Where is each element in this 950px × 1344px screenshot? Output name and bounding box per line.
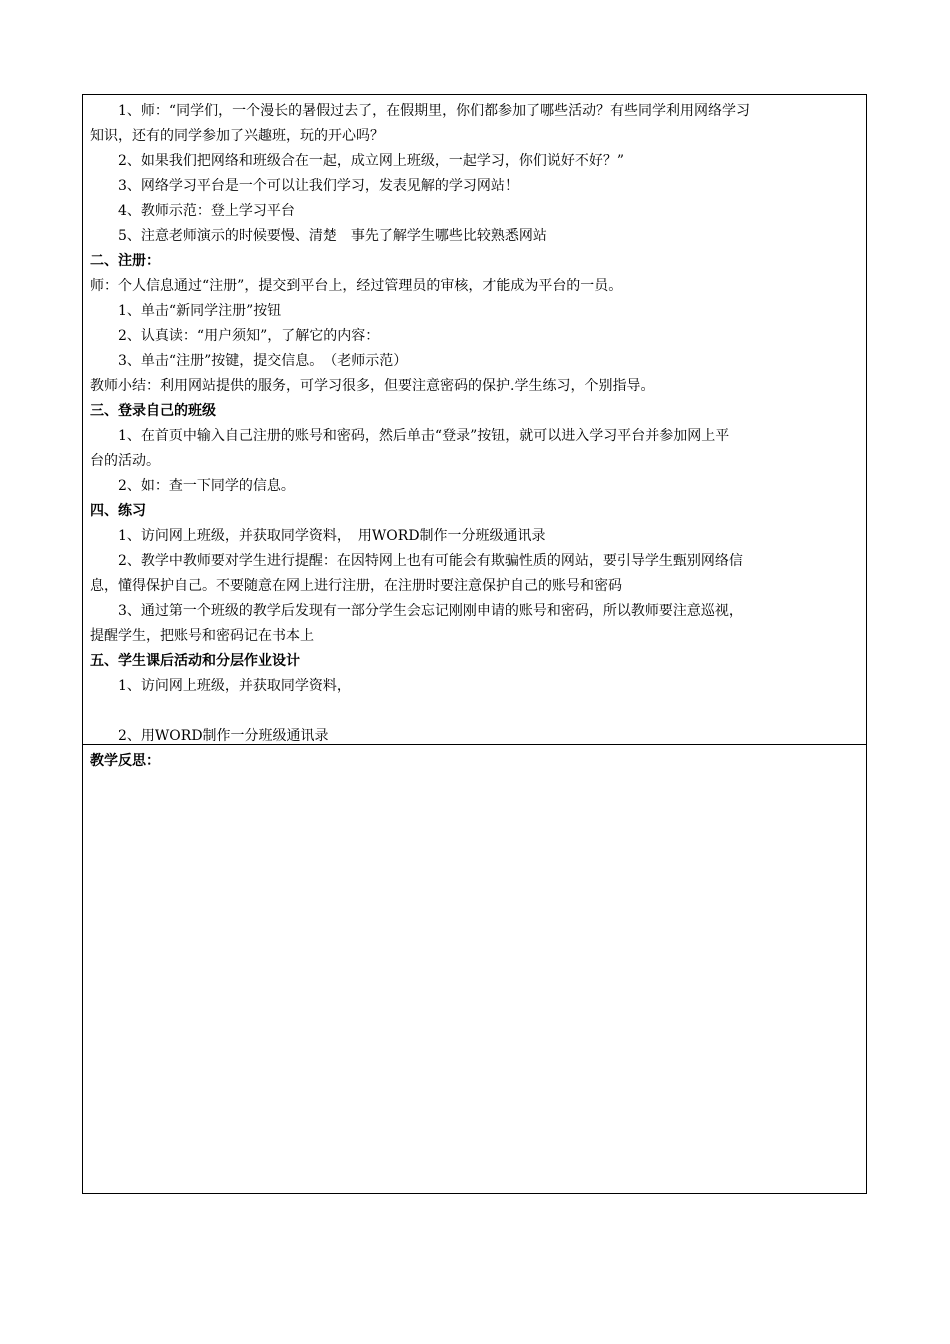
paragraph-line: 3、通过第一个班级的教学后发现有一部分学生会忘记刚刚申请的账号和密码，所以教师要注意巡视， (118, 603, 743, 619)
section-heading: 五、学生课后活动和分层作业设计 (90, 653, 300, 669)
paragraph-line: 台的活动。 (90, 453, 160, 469)
paragraph-line: 3、网络学习平台是一个可以让我们学习，发表见解的学习网站！ (118, 178, 519, 194)
paragraph-line: 1、访问网上班级，并获取同学资料， 用WORD制作一分班级通讯录 (118, 528, 546, 544)
paragraph-line: 师：个人信息通过“注册”，提交到平台上，经过管理员的审核，才能成为平台的一员。 (90, 278, 623, 294)
paragraph-line: 3、单击“注册”按键，提交信息。 （老师示范） (118, 353, 408, 369)
paragraph-line: 2、教学中教师要对学生进行提醒：在因特网上也有可能会有欺骗性质的网站，要引导学生甄别网络信 (118, 553, 743, 569)
paragraph-line: 提醒学生，把账号和密码记在书本上 (90, 628, 314, 644)
paragraph-line: 2、如：查一下同学的信息。 (118, 478, 295, 494)
lesson-plan-table (82, 94, 867, 1194)
paragraph-line: 2、认真读：“用户须知”，了解它的内容： (118, 328, 380, 344)
blank-line (90, 699, 860, 724)
paragraph-line: 1、访问网上班级，并获取同学资料， (118, 678, 351, 694)
paragraph-line: 1、单击“新同学注册”按钮 (118, 303, 282, 319)
paragraph-line: 4、教师示范：登上学习平台 (118, 203, 295, 219)
section-heading: 四、练习 (90, 503, 146, 519)
paragraph-line: 1、师：“同学们，一个漫长的暑假过去了，在假期里，你们都参加了哪些活动？有些同学利用网络学习 (118, 103, 751, 119)
paragraph-line: 知识，还有的同学参加了兴趣班，玩的开心吗？ (90, 128, 384, 144)
section-heading: 二、注册： (90, 253, 160, 269)
section-heading: 三、登录自己的班级 (90, 403, 216, 419)
lesson-content-cell (83, 95, 866, 745)
reflection-cell (83, 745, 866, 1193)
paragraph-line: 息，懂得保护自己。不要随意在网上进行注册，在注册时要注意保护自己的账号和密码 (90, 578, 622, 594)
paragraph-line: 5、注意老师演示的时候要慢、清楚 事先了解学生哪些比较熟悉网站 (118, 228, 547, 244)
paragraph-line: 1、在首页中输入自己注册的账号和密码，然后单击“登录”按钮，就可以进入学习平台并参加网上平 (118, 428, 730, 444)
paragraph-line: 2、用WORD制作一分班级通讯录 (118, 728, 329, 744)
reflection-heading: 教学反思： (90, 753, 160, 769)
paragraph-line: 2、如果我们把网络和班级合在一起，成立网上班级，一起学习，你们说好不好？” (118, 153, 625, 169)
paragraph-line: 教师小结：利用网站提供的服务，可学习很多，但要注意密码的保护.学生练习，个别指导。 (90, 378, 655, 394)
